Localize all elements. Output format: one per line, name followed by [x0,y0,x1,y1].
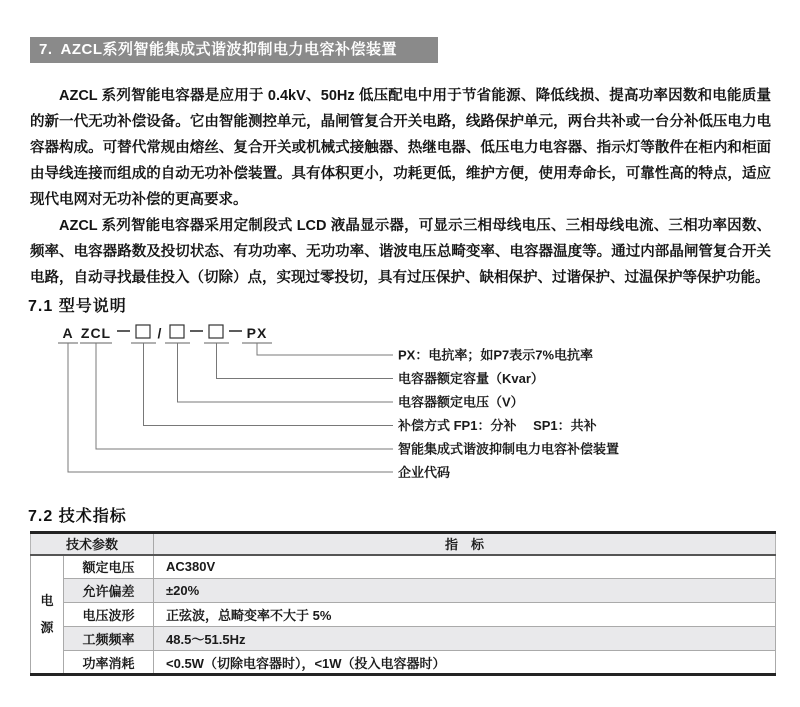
diagram-label-reactance: PX：电抗率；如P7表示7%电抗率 [398,347,594,363]
value-cell-rated-voltage: AC380V [154,555,776,579]
value-cell-frequency: 48.5～51.5Hz [154,627,776,651]
diagram-label-series-name: 智能集成式谐波抑制电力电容补偿装置 [398,441,620,457]
intro-paragraph-1: AZCL 系列智能电容器是应用于 0.4kV、50Hz 低压配电中用于节省能源、降低线损、提高功率因数和电能质量的新一代无功补偿设备。它由智能测控单元，晶闸管复合开关电路，线路保护单元，两台共补或一台分补低压电力电容器构成。可替代常规由熔丝、复合开关或机械式接触器、热继电器、低压电力电容器、指示灯等散件在柜内和柜面由导线连接而组成的自动无功补偿装置。具有体积更小，功耗更低，维护方便，使用寿命长，可靠性高的特点，适应现代电网对无功补偿的更高要求。 [30,88,771,208]
placeholder-box-voltage [170,325,184,338]
param-cell-rated-voltage: 额定电压 [64,555,154,579]
leader-line [178,343,394,402]
section-number: 7. [39,41,53,58]
intro-text-block [30,83,771,291]
table-header-row [31,533,776,555]
value-cell-waveform: 正弦波，总畸变率不大于 5% [154,603,776,627]
code-series-letters: ZCL [80,325,112,341]
table-row [31,555,776,579]
section-title: AZCL系列智能集成式谐波抑制电力电容补偿装置 [60,41,398,58]
specs-section-heading: 7.2 技术指标 [28,508,127,525]
row-group-power-supply [31,555,64,675]
diagram-label-capacity: 电容器额定容量（Kvar） [398,371,544,386]
value-cell-power-consumption: <0.5W（切除电容器时），<1W（投入电容器时） [154,651,776,675]
diagram-label-company-code: 企业代码 [398,465,451,480]
table-row [31,627,776,651]
table-row [31,603,776,627]
row-group-label: 电源 [40,593,54,636]
table-row [31,579,776,603]
param-cell-waveform: 电压波形 [64,603,154,627]
value-cell-deviation: ±20% [154,579,776,603]
code-suffix-letters: PX [246,325,268,341]
intro-paragraph-2: AZCL 系列智能电容器采用定制段式 LCD 液晶显示器，可显示三相母线电压、三相母线电流、三相功率因数、频率、电容器路数及投切状态、有功功率、无功功率、谐波电压总畸变率、电容器温度等。通过内部晶闸管复合开关电路，自动寻找最佳投入（切除）点，实现过零投切，具有过压保护、缺相保护、过谐保护、过温保护等保护功能。 [30,218,771,286]
slash-separator: / [157,325,163,341]
param-cell-frequency: 工频频率 [64,627,154,651]
model-section-heading: 7.1 型号说明 [28,298,127,315]
column-header-index: 指 标 [154,533,776,555]
param-cell-deviation: 允许偏差 [64,579,154,603]
table-row [31,651,776,675]
leader-line [96,343,393,449]
placeholder-box-capacity [209,325,223,338]
placeholder-box-compensation [136,325,150,338]
leader-line [217,343,394,379]
column-header-parameter: 技术参数 [31,533,154,555]
specs-table [30,531,776,676]
diagram-label-compensation: 补偿方式 FP1：分补 SP1：共补 [398,418,597,433]
leader-line [68,343,393,472]
model-designation-diagram [0,318,800,490]
param-cell-power-consumption: 功率消耗 [64,651,154,675]
diagram-label-voltage: 电容器额定电压（V） [398,394,524,410]
code-company-letter: A [62,325,74,341]
section-header-bar [30,37,438,63]
leader-line [257,343,393,355]
